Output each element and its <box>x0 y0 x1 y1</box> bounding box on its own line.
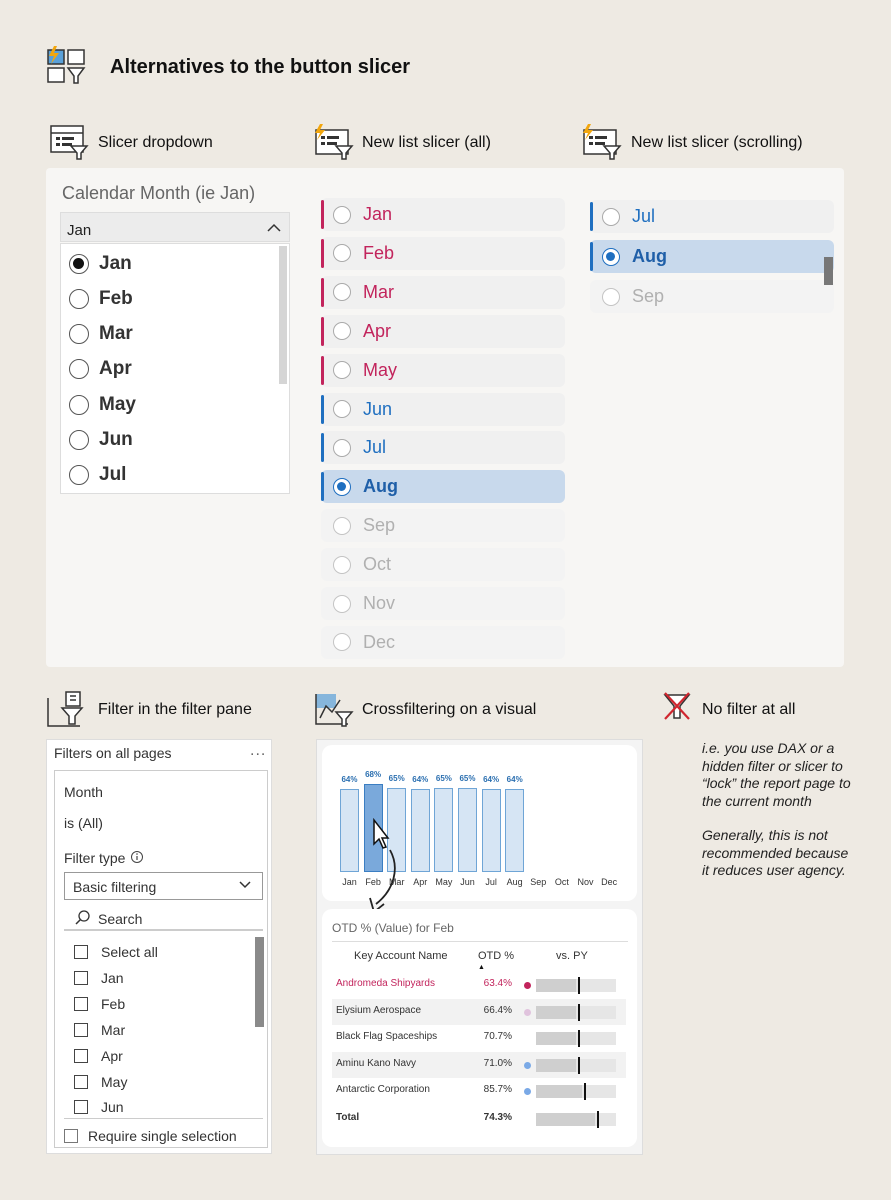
table-row[interactable] <box>332 972 626 998</box>
checkbox-icon <box>74 971 88 985</box>
filter-pane-header: Filters on all pages <box>54 745 172 761</box>
radio-icon <box>333 439 351 457</box>
list-scroll-scrollbar[interactable] <box>824 257 833 285</box>
search-placeholder: Search <box>98 911 143 927</box>
x-tick-label: Apr <box>413 877 428 887</box>
list-option-label: Mar <box>363 281 394 302</box>
status-dot-icon <box>524 1088 531 1095</box>
dropdown-option-apr[interactable] <box>69 354 132 384</box>
list-option-label: Aug <box>632 246 667 266</box>
accent-bar <box>321 395 324 424</box>
radio-icon <box>602 288 620 306</box>
filter-option-label: Jan <box>101 970 124 986</box>
bar-jan[interactable] <box>340 789 359 872</box>
table-title: OTD % (Value) for Feb <box>332 921 454 935</box>
dropdown-scrollbar[interactable] <box>279 246 287 384</box>
otd-value: 70.7% <box>483 1031 512 1042</box>
x-tick-label: Oct <box>554 877 569 887</box>
radio-icon <box>333 556 351 574</box>
filter-type-value: Basic filtering <box>73 879 157 895</box>
list-option-may[interactable] <box>321 354 565 387</box>
otd-value: 63.4% <box>483 978 512 989</box>
radio-icon <box>602 208 620 226</box>
accent-bar <box>321 200 324 229</box>
checkbox-icon <box>74 997 88 1011</box>
checkbox-icon <box>74 1075 88 1089</box>
table-row[interactable] <box>332 1078 626 1104</box>
no-filter-para-2: Generally, this is not recommended because it reduces user agency. <box>702 827 849 878</box>
radio-icon <box>69 289 89 309</box>
bar-jun[interactable] <box>458 788 477 873</box>
filter-search-input[interactable] <box>64 905 263 931</box>
vs-py-bullet-bar <box>536 1032 616 1045</box>
x-tick-label: Aug <box>506 877 523 887</box>
list-option-label: Jan <box>363 204 393 224</box>
filter-option-label: Jun <box>101 1099 124 1114</box>
accent-bar <box>321 278 324 307</box>
divider <box>332 941 628 942</box>
require-single-label: Require single selection <box>88 1128 237 1144</box>
dropdown-option-mar[interactable] <box>69 319 133 349</box>
filter-type-label: Filter type <box>64 850 126 866</box>
page-title: Alternatives to the button slicer <box>110 56 411 78</box>
dropdown-option-label: Jul <box>99 464 127 485</box>
status-dot-icon <box>524 1062 531 1069</box>
filter-option-mar[interactable] <box>74 1020 125 1040</box>
radio-icon <box>69 395 89 415</box>
no-filter-icon <box>662 690 692 722</box>
account-name: Antarctic Corporation <box>336 1084 430 1095</box>
bar-jul[interactable] <box>482 789 501 872</box>
list-option-label: Apr <box>363 320 392 341</box>
column-header-name[interactable]: Key Account Name <box>354 950 448 962</box>
radio-icon <box>333 361 351 379</box>
table-row[interactable] <box>332 1052 626 1078</box>
accent-bar <box>321 317 324 346</box>
vs-py-bullet-bar <box>536 1085 616 1098</box>
search-icon <box>74 909 92 927</box>
bar-data-label: 64% <box>412 774 429 784</box>
require-single-selection[interactable] <box>64 1126 237 1146</box>
list-option-jul[interactable] <box>590 200 834 233</box>
filter-option-feb[interactable] <box>74 994 125 1014</box>
list-option-aug[interactable] <box>321 470 565 503</box>
list-option-label: Jun <box>363 398 393 419</box>
filter-option-select-all[interactable] <box>74 942 158 962</box>
bar-data-label: 64% <box>483 774 500 784</box>
filter-option-label: Apr <box>101 1048 123 1064</box>
list-option-jul[interactable] <box>321 431 565 464</box>
chevron-down-icon <box>238 878 252 895</box>
x-tick-label: Sep <box>530 877 547 887</box>
dropdown-option-label: Jun <box>99 429 133 450</box>
column-header-otd[interactable]: OTD % <box>478 950 515 962</box>
list-option-sep[interactable] <box>321 509 565 542</box>
filter-option-may[interactable] <box>74 1072 127 1092</box>
bar-data-label: 65% <box>388 773 405 783</box>
x-tick-label: Dec <box>601 877 618 887</box>
list-option-feb[interactable] <box>321 237 565 270</box>
bar-data-label: 68% <box>365 769 382 779</box>
list-option-jan[interactable] <box>321 198 565 231</box>
radio-icon <box>333 595 351 613</box>
list-option-label: Feb <box>363 242 395 263</box>
radio-icon <box>333 322 351 340</box>
no-filter-description <box>702 740 852 880</box>
radio-icon <box>333 517 351 535</box>
list-option-nov[interactable] <box>321 587 565 620</box>
vs-py-bullet-bar <box>536 979 616 992</box>
account-name: Andromeda Shipyards <box>336 978 435 989</box>
info-icon[interactable] <box>130 850 144 864</box>
divider <box>64 1118 263 1119</box>
filter-option-apr[interactable] <box>74 1046 123 1066</box>
list-option-label: Aug <box>363 476 398 497</box>
accent-bar <box>590 202 593 231</box>
radio-icon <box>333 633 351 651</box>
bar-may[interactable] <box>434 788 453 873</box>
bar-data-label: 64% <box>506 774 523 784</box>
list-option-aug[interactable] <box>590 240 834 273</box>
section-label-list-all: New list slicer (all) <box>362 134 491 151</box>
vs-py-bullet-bar <box>536 1059 616 1072</box>
list-option-label: Oct <box>363 554 392 575</box>
filter-option-label: Select all <box>101 944 158 960</box>
dropdown-selected-value: Jan <box>67 222 92 239</box>
filter-option-jan[interactable] <box>74 968 124 988</box>
x-tick-label: Jun <box>460 877 475 887</box>
x-tick-label: Jul <box>485 877 497 887</box>
x-tick-label: Nov <box>577 877 594 887</box>
filter-state: is (All) <box>64 815 103 831</box>
radio-icon <box>333 283 351 301</box>
cursor-arrow-icon <box>364 818 414 918</box>
x-tick-label: May <box>435 877 453 887</box>
list-option-sep[interactable] <box>590 280 834 313</box>
table-row[interactable] <box>332 1025 626 1051</box>
radio-icon <box>69 430 89 450</box>
list-option-label: May <box>363 359 398 380</box>
section-label-no-filter: No filter at all <box>702 701 796 718</box>
dropdown-option-may[interactable] <box>69 390 136 420</box>
dropdown-option-label: May <box>99 394 136 415</box>
checkbox-icon <box>64 1129 78 1143</box>
list-option-label: Jul <box>363 437 387 458</box>
section-label-crossfilter: Crossfiltering on a visual <box>362 701 537 718</box>
dropdown-option-jan[interactable] <box>69 249 132 279</box>
list-slicer-scroll-icon <box>582 124 622 160</box>
dropdown-option-label: Feb <box>99 288 133 309</box>
accent-bar <box>321 433 324 462</box>
section-label-filter-pane: Filter in the filter pane <box>98 701 252 718</box>
accent-bar <box>321 356 324 385</box>
otd-value: 66.4% <box>483 1005 512 1016</box>
list-option-label: Jul <box>632 206 656 226</box>
x-tick-label: Jan <box>342 877 357 887</box>
column-header-vs-py[interactable]: vs. PY <box>556 950 588 962</box>
dropdown-option-label: Apr <box>99 358 132 379</box>
table-total-row[interactable] <box>332 1106 626 1132</box>
checkbox-icon <box>74 1049 88 1063</box>
bar-data-label: 65% <box>435 773 452 783</box>
list-option-oct[interactable] <box>321 548 565 581</box>
list-option-jun[interactable] <box>321 393 565 426</box>
vs-py-bullet-bar <box>536 1006 616 1019</box>
dropdown-option-feb[interactable] <box>69 284 133 314</box>
dropdown-option-jul[interactable] <box>69 460 126 490</box>
radio-selected-icon <box>602 248 620 266</box>
x-tick-label: Mar <box>388 877 405 887</box>
radio-icon <box>69 324 89 344</box>
list-option-label: Nov <box>363 593 396 613</box>
account-name: Black Flag Spaceships <box>336 1031 438 1042</box>
filter-option-label: Feb <box>101 996 126 1012</box>
section-label-dropdown: Slicer dropdown <box>98 134 213 151</box>
dropdown-option-jun[interactable] <box>69 425 133 455</box>
list-option-label: Dec <box>363 631 396 652</box>
bar-aug[interactable] <box>505 789 524 872</box>
accent-bar <box>321 239 324 268</box>
checkbox-icon <box>74 1023 88 1037</box>
radio-icon <box>69 465 89 485</box>
radio-selected-icon <box>69 254 89 274</box>
sort-desc-icon: ▲ <box>478 964 485 971</box>
vs-py-bullet-bar <box>536 1113 616 1126</box>
section-label-list-scroll: New list slicer (scrolling) <box>631 134 803 151</box>
filter-field-name: Month <box>64 784 103 800</box>
account-name: Total <box>336 1112 360 1123</box>
dropdown-list <box>60 243 290 494</box>
list-slicer-icon <box>314 124 354 160</box>
filter-option-label: Mar <box>101 1022 126 1038</box>
dropdown-option-label: Mar <box>99 323 133 344</box>
table-row[interactable] <box>332 999 626 1025</box>
dropdown-option-label: Jan <box>99 253 132 274</box>
filter-option-label: May <box>101 1074 128 1090</box>
bar-data-label: 65% <box>459 773 476 783</box>
list-option-mar[interactable] <box>321 276 565 309</box>
checkbox-icon <box>74 1100 88 1114</box>
slicer-dropdown-icon <box>49 124 89 160</box>
checkbox-icon <box>74 945 88 959</box>
status-dot-icon <box>524 1009 531 1016</box>
radio-icon <box>333 244 351 262</box>
accent-bar <box>321 472 324 501</box>
filter-option-jun[interactable] <box>74 1098 124 1114</box>
list-option-label: Sep <box>363 515 396 536</box>
slicer-lightning-icon <box>46 46 88 86</box>
filter-type-select[interactable] <box>64 872 263 900</box>
status-dot-icon <box>524 982 531 989</box>
radio-icon <box>333 400 351 418</box>
radio-icon <box>333 206 351 224</box>
bar-data-label: 64% <box>341 774 358 784</box>
account-name: Elysium Aerospace <box>336 1005 422 1016</box>
filter-pane-icon <box>46 690 86 728</box>
list-option-apr[interactable] <box>321 315 565 348</box>
x-tick-label: Feb <box>365 877 381 887</box>
more-options-icon[interactable]: ... <box>250 742 267 759</box>
no-filter-para-1: i.e. you use DAX or a hidden filter or slicer to “lock” the report page to the current month <box>702 740 851 809</box>
otd-value: 74.3% <box>483 1112 512 1123</box>
dropdown-slicer-title: Calendar Month (ie Jan) <box>62 183 256 203</box>
list-option-dec[interactable] <box>321 626 565 659</box>
otd-value: 85.7% <box>483 1084 512 1095</box>
crossfilter-icon <box>314 692 354 728</box>
radio-icon <box>69 359 89 379</box>
dropdown-header[interactable] <box>60 212 290 242</box>
radio-selected-icon <box>333 478 351 496</box>
otd-value: 71.0% <box>483 1058 512 1069</box>
account-name: Aminu Kano Navy <box>336 1058 417 1069</box>
list-option-label: Sep <box>632 286 665 306</box>
accent-bar <box>590 242 593 271</box>
chevron-up-icon[interactable] <box>265 219 283 240</box>
filter-list-scrollbar[interactable] <box>255 937 264 1027</box>
